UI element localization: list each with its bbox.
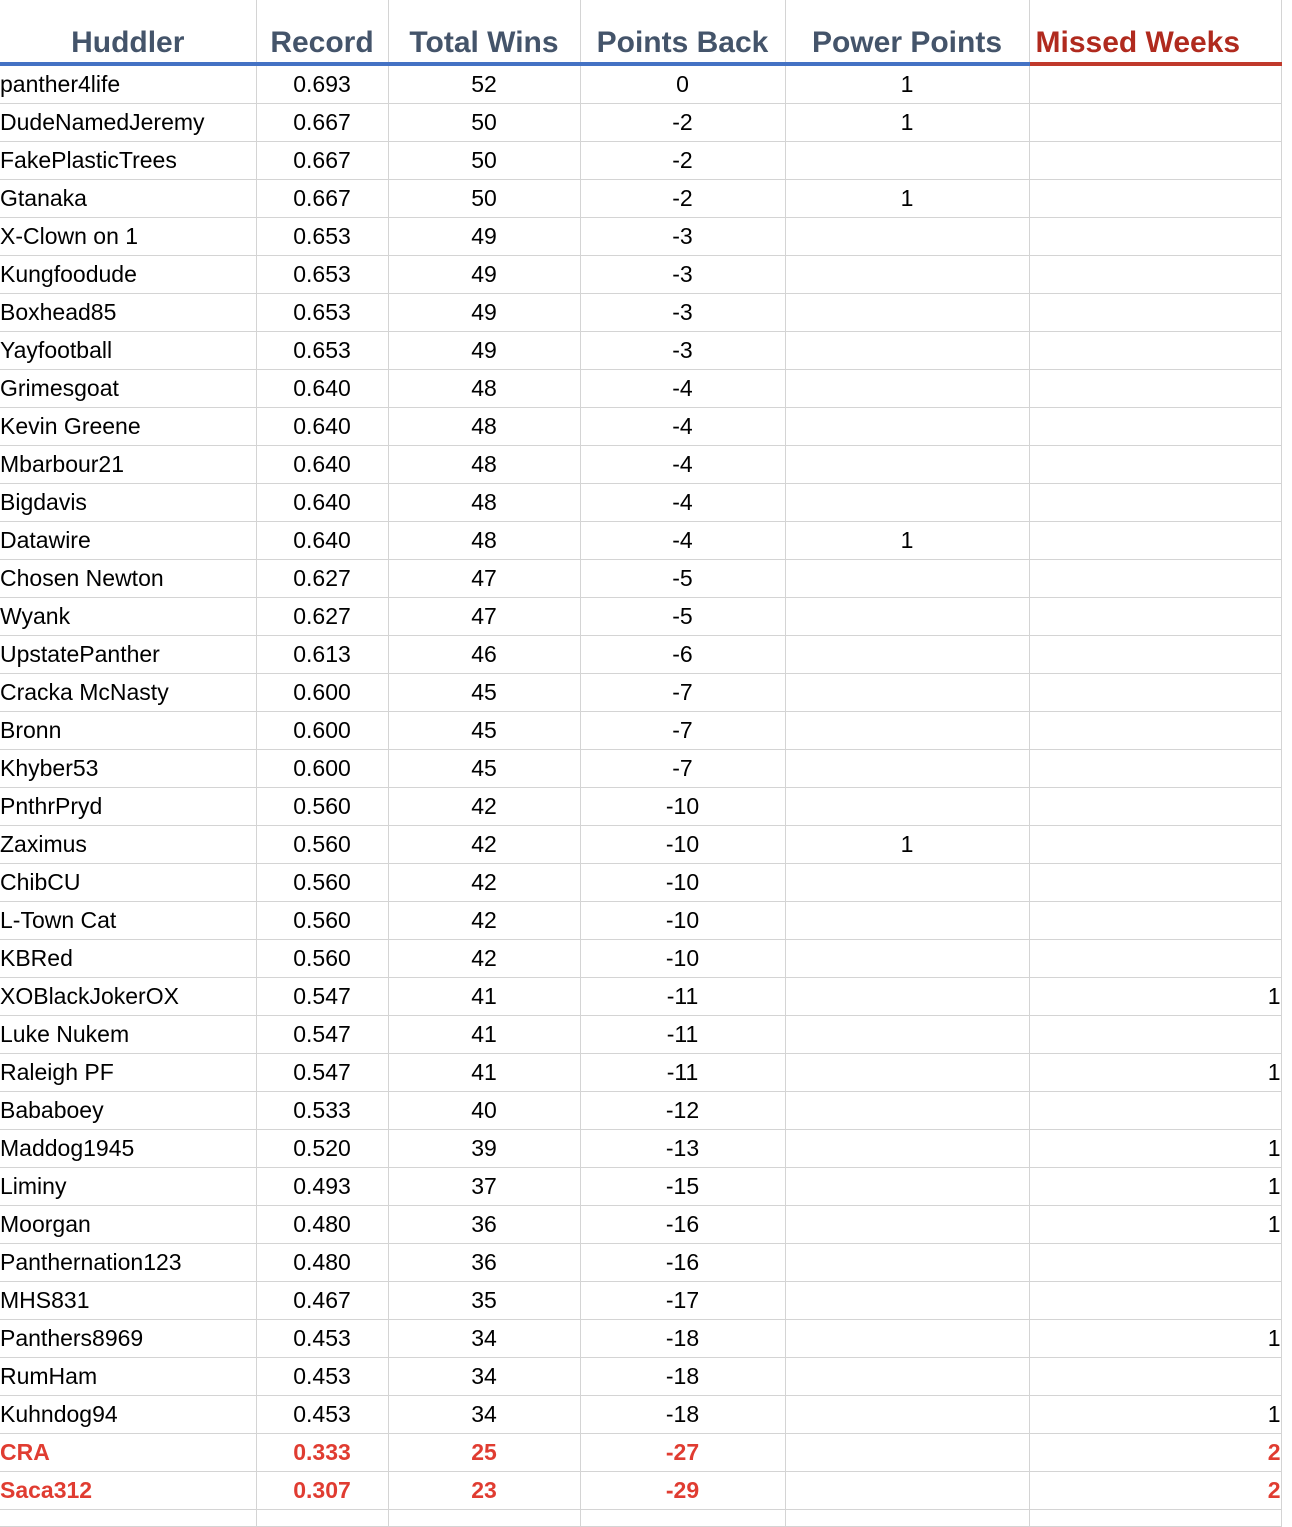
huddler-cell[interactable]: Liminy bbox=[0, 1168, 256, 1206]
huddler-cell[interactable]: Khyber53 bbox=[0, 750, 256, 788]
huddler-cell[interactable]: Bigdavis bbox=[0, 484, 256, 522]
record-cell[interactable]: 0.307 bbox=[256, 1472, 388, 1510]
table-row bbox=[0, 598, 1281, 636]
table-row bbox=[0, 484, 1281, 522]
missed-weeks-cell[interactable] bbox=[1029, 484, 1281, 522]
total-wins-cell[interactable]: 49 bbox=[388, 256, 580, 294]
points-back-cell[interactable]: -29 bbox=[580, 1472, 785, 1510]
total-wins-cell[interactable]: 48 bbox=[388, 408, 580, 446]
missed-weeks-cell[interactable]: 1 bbox=[1029, 1320, 1281, 1358]
record-cell[interactable]: 0.480 bbox=[256, 1206, 388, 1244]
points-back-cell[interactable]: -7 bbox=[580, 712, 785, 750]
huddler-cell[interactable]: Maddog1945 bbox=[0, 1130, 256, 1168]
power-points-cell[interactable] bbox=[785, 978, 1029, 1016]
missed-weeks-cell[interactable] bbox=[1029, 712, 1281, 750]
table-row bbox=[0, 446, 1281, 484]
total-wins-cell[interactable]: 39 bbox=[388, 1130, 580, 1168]
total-wins-cell[interactable]: 46 bbox=[388, 636, 580, 674]
power-points-cell[interactable] bbox=[785, 294, 1029, 332]
missed-weeks-cell[interactable] bbox=[1029, 1016, 1281, 1054]
power-points-cell[interactable]: 1 bbox=[785, 522, 1029, 560]
power-points-cell[interactable] bbox=[785, 788, 1029, 826]
points-back-cell[interactable]: -13 bbox=[580, 1130, 785, 1168]
total-wins-cell[interactable]: 47 bbox=[388, 560, 580, 598]
missed-weeks-cell[interactable]: 1 bbox=[1029, 1396, 1281, 1434]
huddler-cell[interactable]: KBRed bbox=[0, 940, 256, 978]
huddler-cell[interactable]: Saca312 bbox=[0, 1472, 256, 1510]
record-cell[interactable]: 0.667 bbox=[256, 142, 388, 180]
points-back-cell[interactable]: -10 bbox=[580, 826, 785, 864]
power-points-cell[interactable] bbox=[785, 370, 1029, 408]
missed-weeks-cell[interactable] bbox=[1029, 218, 1281, 256]
total-wins-header[interactable]: Total Wins bbox=[388, 0, 580, 64]
table-row bbox=[0, 1282, 1281, 1320]
power-points-cell[interactable] bbox=[785, 1434, 1029, 1472]
missed-weeks-cell[interactable] bbox=[1029, 142, 1281, 180]
points-back-cell[interactable]: -18 bbox=[580, 1320, 785, 1358]
table-row bbox=[0, 1244, 1281, 1282]
table-row bbox=[0, 142, 1281, 180]
table-row bbox=[0, 826, 1281, 864]
table-row bbox=[0, 1358, 1281, 1396]
points-back-header[interactable]: Points Back bbox=[580, 0, 785, 64]
missed-weeks-cell[interactable] bbox=[1029, 294, 1281, 332]
points-back-cell[interactable]: -2 bbox=[580, 180, 785, 218]
record-cell[interactable]: 0.693 bbox=[256, 64, 388, 104]
table-row bbox=[0, 218, 1281, 256]
table-row bbox=[0, 712, 1281, 750]
total-wins-cell[interactable]: 42 bbox=[388, 864, 580, 902]
huddler-cell[interactable]: UpstatePanther bbox=[0, 636, 256, 674]
missed-weeks-cell[interactable]: 1 bbox=[1029, 1206, 1281, 1244]
table-row bbox=[0, 560, 1281, 598]
missed-weeks-cell[interactable] bbox=[1029, 826, 1281, 864]
power-points-cell[interactable] bbox=[785, 332, 1029, 370]
power-points-header[interactable]: Power Points bbox=[785, 0, 1029, 64]
huddler-cell[interactable]: Kungfoodude bbox=[0, 256, 256, 294]
power-points-cell[interactable] bbox=[785, 1472, 1029, 1510]
missed-weeks-cell[interactable] bbox=[1029, 446, 1281, 484]
missed-weeks-cell[interactable] bbox=[1029, 750, 1281, 788]
total-wins-cell[interactable]: 37 bbox=[388, 1168, 580, 1206]
huddler-cell[interactable]: Panthernation123 bbox=[0, 1244, 256, 1282]
power-points-cell[interactable]: 1 bbox=[785, 180, 1029, 218]
missed-weeks-cell[interactable] bbox=[1029, 864, 1281, 902]
points-back-cell[interactable]: -3 bbox=[580, 294, 785, 332]
huddler-cell[interactable]: Gtanaka bbox=[0, 180, 256, 218]
missed-weeks-cell[interactable] bbox=[1029, 180, 1281, 218]
huddler-cell[interactable]: Boxhead85 bbox=[0, 294, 256, 332]
points-back-cell[interactable]: -17 bbox=[580, 1282, 785, 1320]
record-cell[interactable]: 0.467 bbox=[256, 1282, 388, 1320]
huddler-cell[interactable]: Raleigh PF bbox=[0, 1054, 256, 1092]
power-points-cell[interactable] bbox=[785, 446, 1029, 484]
table-row bbox=[0, 1054, 1281, 1092]
points-back-cell[interactable]: -3 bbox=[580, 256, 785, 294]
points-back-cell[interactable]: -11 bbox=[580, 1054, 785, 1092]
empty-cell[interactable] bbox=[388, 1510, 580, 1527]
record-cell[interactable]: 0.627 bbox=[256, 560, 388, 598]
table-row bbox=[0, 1320, 1281, 1358]
points-back-cell[interactable]: -3 bbox=[580, 332, 785, 370]
total-wins-cell[interactable]: 41 bbox=[388, 1054, 580, 1092]
total-wins-cell[interactable]: 47 bbox=[388, 598, 580, 636]
huddler-cell[interactable]: Moorgan bbox=[0, 1206, 256, 1244]
power-points-cell[interactable]: 1 bbox=[785, 104, 1029, 142]
total-wins-cell[interactable]: 34 bbox=[388, 1320, 580, 1358]
table-row bbox=[0, 636, 1281, 674]
power-points-cell[interactable] bbox=[785, 712, 1029, 750]
total-wins-cell[interactable]: 25 bbox=[388, 1434, 580, 1472]
missed-weeks-cell[interactable] bbox=[1029, 370, 1281, 408]
power-points-cell[interactable] bbox=[785, 598, 1029, 636]
table-row bbox=[0, 180, 1281, 218]
huddler-cell[interactable]: Datawire bbox=[0, 522, 256, 560]
record-cell[interactable]: 0.533 bbox=[256, 1092, 388, 1130]
empty-cell[interactable] bbox=[256, 1510, 388, 1527]
record-cell[interactable]: 0.480 bbox=[256, 1244, 388, 1282]
record-cell[interactable]: 0.560 bbox=[256, 940, 388, 978]
huddler-cell[interactable]: Grimesgoat bbox=[0, 370, 256, 408]
total-wins-cell[interactable]: 23 bbox=[388, 1472, 580, 1510]
table-row bbox=[0, 370, 1281, 408]
table-row bbox=[0, 1472, 1281, 1510]
record-cell[interactable]: 0.653 bbox=[256, 294, 388, 332]
points-back-cell[interactable]: -4 bbox=[580, 408, 785, 446]
empty-cell[interactable] bbox=[785, 1510, 1029, 1527]
total-wins-cell[interactable]: 34 bbox=[388, 1396, 580, 1434]
record-cell[interactable]: 0.333 bbox=[256, 1434, 388, 1472]
table-row bbox=[0, 674, 1281, 712]
points-back-cell[interactable]: -18 bbox=[580, 1396, 785, 1434]
points-back-cell[interactable]: -18 bbox=[580, 1358, 785, 1396]
points-back-cell[interactable]: -10 bbox=[580, 788, 785, 826]
points-back-cell[interactable]: -2 bbox=[580, 104, 785, 142]
huddler-cell[interactable]: FakePlasticTrees bbox=[0, 142, 256, 180]
table-row bbox=[0, 294, 1281, 332]
missed-weeks-header[interactable]: Missed Weeks bbox=[1029, 0, 1281, 64]
missed-weeks-cell[interactable] bbox=[1029, 598, 1281, 636]
record-cell[interactable]: 0.560 bbox=[256, 902, 388, 940]
power-points-cell[interactable] bbox=[785, 940, 1029, 978]
power-points-cell[interactable] bbox=[785, 902, 1029, 940]
huddler-cell[interactable]: PnthrPryd bbox=[0, 788, 256, 826]
record-header[interactable]: Record bbox=[256, 0, 388, 64]
huddler-cell[interactable]: Luke Nukem bbox=[0, 1016, 256, 1054]
missed-weeks-cell[interactable] bbox=[1029, 940, 1281, 978]
missed-weeks-cell[interactable]: 2 bbox=[1029, 1472, 1281, 1510]
huddler-cell[interactable]: DudeNamedJeremy bbox=[0, 104, 256, 142]
points-back-cell[interactable]: -3 bbox=[580, 218, 785, 256]
points-back-cell[interactable]: -4 bbox=[580, 446, 785, 484]
missed-weeks-cell[interactable] bbox=[1029, 522, 1281, 560]
record-cell[interactable]: 0.453 bbox=[256, 1320, 388, 1358]
points-back-cell[interactable]: -6 bbox=[580, 636, 785, 674]
record-cell[interactable]: 0.640 bbox=[256, 370, 388, 408]
huddler-cell[interactable]: Kevin Greene bbox=[0, 408, 256, 446]
power-points-cell[interactable] bbox=[785, 1016, 1029, 1054]
total-wins-cell[interactable]: 34 bbox=[388, 1358, 580, 1396]
total-wins-cell[interactable]: 42 bbox=[388, 826, 580, 864]
points-back-cell[interactable]: -4 bbox=[580, 370, 785, 408]
missed-weeks-cell[interactable] bbox=[1029, 256, 1281, 294]
total-wins-cell[interactable]: 40 bbox=[388, 1092, 580, 1130]
power-points-cell[interactable] bbox=[785, 1244, 1029, 1282]
missed-weeks-cell[interactable]: 1 bbox=[1029, 978, 1281, 1016]
record-cell[interactable]: 0.667 bbox=[256, 180, 388, 218]
table-row bbox=[0, 1016, 1281, 1054]
missed-weeks-cell[interactable] bbox=[1029, 332, 1281, 370]
total-wins-cell[interactable]: 42 bbox=[388, 902, 580, 940]
points-back-cell[interactable]: -15 bbox=[580, 1168, 785, 1206]
missed-weeks-cell[interactable] bbox=[1029, 902, 1281, 940]
power-points-cell[interactable] bbox=[785, 1282, 1029, 1320]
power-points-cell[interactable] bbox=[785, 1130, 1029, 1168]
huddler-cell[interactable]: Cracka McNasty bbox=[0, 674, 256, 712]
empty-row bbox=[0, 1510, 1281, 1527]
total-wins-cell[interactable]: 50 bbox=[388, 142, 580, 180]
power-points-cell[interactable] bbox=[785, 1320, 1029, 1358]
huddler-cell[interactable]: Panthers8969 bbox=[0, 1320, 256, 1358]
total-wins-cell[interactable]: 52 bbox=[388, 64, 580, 104]
power-points-cell[interactable] bbox=[785, 674, 1029, 712]
total-wins-cell[interactable]: 45 bbox=[388, 712, 580, 750]
total-wins-cell[interactable]: 50 bbox=[388, 180, 580, 218]
missed-weeks-cell[interactable] bbox=[1029, 1358, 1281, 1396]
table-row bbox=[0, 1092, 1281, 1130]
power-points-cell[interactable] bbox=[785, 1168, 1029, 1206]
record-cell[interactable]: 0.547 bbox=[256, 1054, 388, 1092]
total-wins-cell[interactable]: 45 bbox=[388, 750, 580, 788]
power-points-cell[interactable] bbox=[785, 864, 1029, 902]
huddler-cell[interactable]: Chosen Newton bbox=[0, 560, 256, 598]
record-cell[interactable]: 0.627 bbox=[256, 598, 388, 636]
total-wins-cell[interactable]: 48 bbox=[388, 446, 580, 484]
points-back-cell[interactable]: -16 bbox=[580, 1206, 785, 1244]
record-cell[interactable]: 0.640 bbox=[256, 446, 388, 484]
record-cell[interactable]: 0.640 bbox=[256, 484, 388, 522]
power-points-cell[interactable] bbox=[785, 1358, 1029, 1396]
points-back-cell[interactable]: -4 bbox=[580, 484, 785, 522]
missed-weeks-cell[interactable]: 1 bbox=[1029, 1054, 1281, 1092]
huddler-cell[interactable]: Mbarbour21 bbox=[0, 446, 256, 484]
points-back-cell[interactable]: -11 bbox=[580, 1016, 785, 1054]
record-cell[interactable]: 0.653 bbox=[256, 332, 388, 370]
power-points-cell[interactable] bbox=[785, 1396, 1029, 1434]
empty-cell[interactable] bbox=[1029, 1510, 1281, 1527]
points-back-cell[interactable]: -5 bbox=[580, 598, 785, 636]
huddler-cell[interactable]: Kuhndog94 bbox=[0, 1396, 256, 1434]
missed-weeks-cell[interactable]: 1 bbox=[1029, 1130, 1281, 1168]
total-wins-cell[interactable]: 41 bbox=[388, 1016, 580, 1054]
huddler-cell[interactable]: XOBlackJokerOX bbox=[0, 978, 256, 1016]
huddler-cell[interactable]: X-Clown on 1 bbox=[0, 218, 256, 256]
table-row bbox=[0, 788, 1281, 826]
record-cell[interactable]: 0.600 bbox=[256, 712, 388, 750]
huddler-cell[interactable]: RumHam bbox=[0, 1358, 256, 1396]
standings-body bbox=[0, 64, 1281, 1527]
total-wins-cell[interactable]: 36 bbox=[388, 1244, 580, 1282]
missed-weeks-cell[interactable] bbox=[1029, 1244, 1281, 1282]
record-cell[interactable]: 0.640 bbox=[256, 408, 388, 446]
huddler-cell[interactable]: Bababoey bbox=[0, 1092, 256, 1130]
missed-weeks-cell[interactable] bbox=[1029, 788, 1281, 826]
header-row bbox=[0, 0, 1281, 64]
total-wins-cell[interactable]: 45 bbox=[388, 674, 580, 712]
points-back-cell[interactable]: -4 bbox=[580, 522, 785, 560]
power-points-cell[interactable] bbox=[785, 560, 1029, 598]
power-points-cell[interactable]: 1 bbox=[785, 826, 1029, 864]
record-cell[interactable]: 0.600 bbox=[256, 750, 388, 788]
missed-weeks-cell[interactable] bbox=[1029, 636, 1281, 674]
record-cell[interactable]: 0.653 bbox=[256, 218, 388, 256]
missed-weeks-cell[interactable] bbox=[1029, 1092, 1281, 1130]
points-back-cell[interactable]: 0 bbox=[580, 64, 785, 104]
table-row bbox=[0, 1130, 1281, 1168]
record-cell[interactable]: 0.547 bbox=[256, 1016, 388, 1054]
missed-weeks-cell[interactable] bbox=[1029, 560, 1281, 598]
table-row bbox=[0, 940, 1281, 978]
total-wins-cell[interactable]: 42 bbox=[388, 940, 580, 978]
points-back-cell[interactable]: -16 bbox=[580, 1244, 785, 1282]
table-row bbox=[0, 408, 1281, 446]
power-points-cell[interactable] bbox=[785, 750, 1029, 788]
missed-weeks-cell[interactable]: 1 bbox=[1029, 1168, 1281, 1206]
points-back-cell[interactable]: -7 bbox=[580, 750, 785, 788]
power-points-cell[interactable] bbox=[785, 1054, 1029, 1092]
record-cell[interactable]: 0.560 bbox=[256, 826, 388, 864]
total-wins-cell[interactable]: 48 bbox=[388, 522, 580, 560]
points-back-cell[interactable]: -27 bbox=[580, 1434, 785, 1472]
power-points-cell[interactable] bbox=[785, 636, 1029, 674]
total-wins-cell[interactable]: 49 bbox=[388, 218, 580, 256]
points-back-cell[interactable]: -10 bbox=[580, 940, 785, 978]
points-back-cell[interactable]: -11 bbox=[580, 978, 785, 1016]
total-wins-cell[interactable]: 50 bbox=[388, 104, 580, 142]
record-cell[interactable]: 0.520 bbox=[256, 1130, 388, 1168]
missed-weeks-cell[interactable] bbox=[1029, 1282, 1281, 1320]
power-points-cell[interactable] bbox=[785, 142, 1029, 180]
table-row bbox=[0, 864, 1281, 902]
record-cell[interactable]: 0.560 bbox=[256, 864, 388, 902]
record-cell[interactable]: 0.613 bbox=[256, 636, 388, 674]
power-points-cell[interactable] bbox=[785, 218, 1029, 256]
missed-weeks-cell[interactable] bbox=[1029, 64, 1281, 104]
huddler-cell[interactable]: Bronn bbox=[0, 712, 256, 750]
table-row bbox=[0, 1168, 1281, 1206]
record-cell[interactable]: 0.493 bbox=[256, 1168, 388, 1206]
missed-weeks-cell[interactable]: 2 bbox=[1029, 1434, 1281, 1472]
points-back-cell[interactable]: -10 bbox=[580, 902, 785, 940]
record-cell[interactable]: 0.453 bbox=[256, 1358, 388, 1396]
huddler-cell[interactable]: panther4life bbox=[0, 64, 256, 104]
missed-weeks-cell[interactable] bbox=[1029, 408, 1281, 446]
missed-weeks-cell[interactable] bbox=[1029, 674, 1281, 712]
table-row bbox=[0, 902, 1281, 940]
total-wins-cell[interactable]: 35 bbox=[388, 1282, 580, 1320]
points-back-cell[interactable]: -12 bbox=[580, 1092, 785, 1130]
table-row bbox=[0, 64, 1281, 104]
points-back-cell[interactable]: -7 bbox=[580, 674, 785, 712]
table-row bbox=[0, 1434, 1281, 1472]
total-wins-cell[interactable]: 48 bbox=[388, 370, 580, 408]
missed-weeks-cell[interactable] bbox=[1029, 104, 1281, 142]
total-wins-cell[interactable]: 42 bbox=[388, 788, 580, 826]
empty-cell[interactable] bbox=[0, 1510, 256, 1527]
huddler-cell[interactable]: Zaximus bbox=[0, 826, 256, 864]
record-cell[interactable]: 0.667 bbox=[256, 104, 388, 142]
huddler-cell[interactable]: Yayfootball bbox=[0, 332, 256, 370]
record-cell[interactable]: 0.640 bbox=[256, 522, 388, 560]
huddler-cell[interactable]: L-Town Cat bbox=[0, 902, 256, 940]
huddler-cell[interactable]: Wyank bbox=[0, 598, 256, 636]
total-wins-cell[interactable]: 36 bbox=[388, 1206, 580, 1244]
total-wins-cell[interactable]: 41 bbox=[388, 978, 580, 1016]
table-row bbox=[0, 1206, 1281, 1244]
points-back-cell[interactable]: -10 bbox=[580, 864, 785, 902]
total-wins-cell[interactable]: 49 bbox=[388, 332, 580, 370]
table-row bbox=[0, 978, 1281, 1016]
table-row bbox=[0, 750, 1281, 788]
total-wins-cell[interactable]: 49 bbox=[388, 294, 580, 332]
record-cell[interactable]: 0.547 bbox=[256, 978, 388, 1016]
record-cell[interactable]: 0.600 bbox=[256, 674, 388, 712]
table-row bbox=[0, 332, 1281, 370]
power-points-cell[interactable] bbox=[785, 1092, 1029, 1130]
huddler-cell[interactable]: ChibCU bbox=[0, 864, 256, 902]
huddler-cell[interactable]: MHS831 bbox=[0, 1282, 256, 1320]
power-points-cell[interactable] bbox=[785, 408, 1029, 446]
table-row bbox=[0, 256, 1281, 294]
record-cell[interactable]: 0.453 bbox=[256, 1396, 388, 1434]
record-cell[interactable]: 0.560 bbox=[256, 788, 388, 826]
huddler-cell[interactable]: CRA bbox=[0, 1434, 256, 1472]
huddler-header[interactable]: Huddler bbox=[0, 0, 256, 64]
points-back-cell[interactable]: -5 bbox=[580, 560, 785, 598]
table-row bbox=[0, 1396, 1281, 1434]
table-row bbox=[0, 522, 1281, 560]
points-back-cell[interactable]: -2 bbox=[580, 142, 785, 180]
total-wins-cell[interactable]: 48 bbox=[388, 484, 580, 522]
power-points-cell[interactable] bbox=[785, 256, 1029, 294]
table-row bbox=[0, 104, 1281, 142]
record-cell[interactable]: 0.653 bbox=[256, 256, 388, 294]
power-points-cell[interactable] bbox=[785, 1206, 1029, 1244]
power-points-cell[interactable] bbox=[785, 484, 1029, 522]
power-points-cell[interactable]: 1 bbox=[785, 64, 1029, 104]
empty-cell[interactable] bbox=[580, 1510, 785, 1527]
